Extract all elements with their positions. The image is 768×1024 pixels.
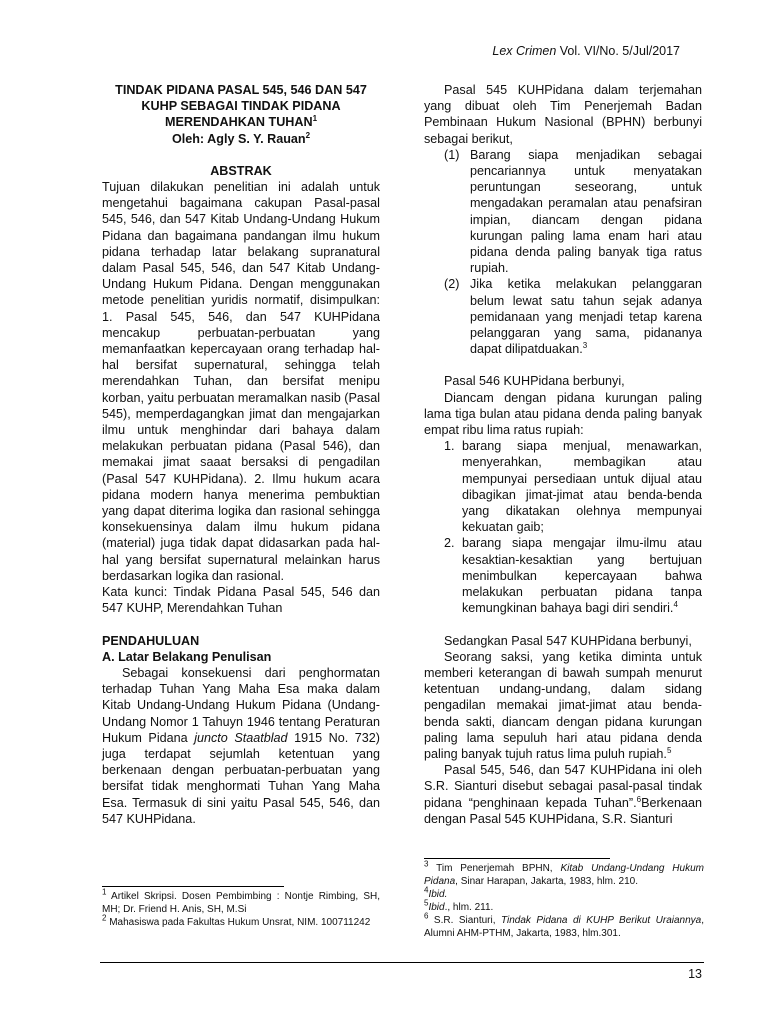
footer-divider <box>100 962 704 963</box>
intro-italic-term: juncto Staatblad <box>194 730 288 745</box>
abstract-body: Tujuan dilakukan penelitian ini adalah untuk mengetahui bagaimana cakupan Pasal-pasal 545, 546, dan 547 Kitab Undang-Undang Hukum Pidana dan bagaimana pandangan ilmu hukum pidana terhadap latar belakang supranatural dalam Pasal 545, 546, dan 547 Kitab Undang-Undang Hukum Pidana. Dengan menggunakan metode penelitian yuridis normatif, disimpulkan: 1. Pasal 545, 546, dan 547 KUHPidana mencakup perbuatan-perbuatan yang memanfaatkan kepercayaan orang terhadap hal-hal bersifat supernatural, sehingga telah merendahkan Tuhan, dan bersifat menipu korban, yaitu perbuatan meramalkan nasib (Pasal 545), memperdagangkan jimat dan mengajarkan ilmu untuk menghindar dari bahaya dalam melakukan perbuatan pidana (Pasal 546), dan memakai jimat saaat bersaksi di pengadilan (Pasal 547 KUHPidana). 2. Ilmu hukum acara pidana modern hanya menerima pembuktian yang dapat diterima logika dan rasional sehingga konsekuensinya dalam ilmu hukum pidana (material) juga tidak dapat didasarkan pada hal-hal yang bersifat supernatural melainkan harus berdasarkan logika dan rasional. <box>102 180 380 583</box>
list-item <box>424 438 702 535</box>
journal-issue: Vol. VI/No. 5/Jul/2017 <box>559 44 680 58</box>
footnote-number: 5 <box>424 898 429 908</box>
author-line: Oleh: Agly S. Y. Rauan <box>171 131 306 146</box>
section-heading-intro: PENDAHULUAN <box>102 633 200 648</box>
sianturi-text-a: Pasal 545, 546, dan 547 KUHPidana ini oleh S.R. Sianturi disebut sebagai pasal-pasal tindak pidana “penghinaan kepada Tuhan”. <box>424 763 702 810</box>
journal-name: Lex Crimen <box>492 44 557 58</box>
pasal-546-body: Diancam dengan pidana kurungan paling lama tiga bulan atau pidana denda paling banyak empat ribu lima ratus rupiah: <box>424 390 702 438</box>
footnote-text: ., hlm. 211. <box>444 902 494 913</box>
footnote-divider-right <box>424 858 610 859</box>
abstract-heading: ABSTRAK <box>210 163 272 178</box>
footnote-divider-left <box>102 886 284 887</box>
page-number: 13 <box>688 967 702 981</box>
footnote-italic: Ibid. <box>428 889 448 900</box>
subsection-heading: A. Latar Belakang Penulisan <box>102 649 272 664</box>
footnote <box>424 885 704 901</box>
footnote-number: 3 <box>424 859 429 869</box>
list-item-number: (2) <box>444 277 460 292</box>
footnote-ref: 3 <box>582 341 588 351</box>
right-column <box>424 82 702 827</box>
pasal-546-intro: Pasal 546 KUHPidana berbunyi, <box>444 374 625 389</box>
footnote-text: Tim Penerjemah BPHN, <box>428 863 561 874</box>
list-item-text: Jika ketika melakukan pelanggaran belum lewat satu tahun sejak adanya pemidanaan yang menjadi tetap karena pelanggaran yang sama, pidananya dapat dilipatduakan. <box>470 277 702 357</box>
running-header <box>492 44 680 58</box>
intro-text-a: Sebagai konsekuensi dari penghormatan terhadap Tuhan Yang Maha Esa maka dalam Kitab Undang-Undang Hukum Pidana (Undang-Undang Nomor 1 Tahuyn 1946 tentang Peraturan Hukum Pidana <box>102 665 380 745</box>
footnote-number: 1 <box>102 887 107 897</box>
footnote-italic: Tindak Pidana di KUHP Berikut Uraiannya <box>500 915 702 926</box>
footnote-ref: 4 <box>673 600 678 610</box>
footnote <box>424 859 704 888</box>
list-item <box>424 276 702 357</box>
footnote <box>102 913 380 929</box>
left-column <box>102 82 380 827</box>
footnote <box>424 898 704 914</box>
pasal-547-body <box>424 649 702 762</box>
title-line-2: KUHP SEBAGAI TINDAK PIDANA <box>141 99 341 114</box>
keywords: Kata kunci: Tindak Pidana Pasal 545, 546 dan 547 KUHP, Merendahkan Tuhan <box>102 585 380 616</box>
footnote-text: S.R. Sianturi, <box>428 915 501 926</box>
list-item-number: 1. <box>444 439 455 454</box>
footnote-ref: 6 <box>636 794 642 804</box>
footnote-number: 4 <box>424 885 429 895</box>
list-item-number: 2. <box>444 536 455 551</box>
pasal-546-list <box>424 438 702 616</box>
title-footnote-ref: 1 <box>312 114 318 124</box>
intro-text-b: 1915 No. 732) juga terdapat sejumlah ketentuan yang berkenaan dengan perbuatan-perbuatan yang bersifat tidak menghormati Tuhan Yang Maha Esa. Termasuk di sini yaitu Pasal 545, 546, dan 547 KUHPidana. <box>102 730 380 826</box>
list-item-text: Barang siapa menjadikan sebagai pencariannya untuk menyatakan peruntungan seseorang, untuk mengadakan peramalan atau penafsiran impian, diancam dengan pidana kurungan paling lama enam hari atau pidana denda paling banyak tiga ratus rupiah. <box>470 147 702 276</box>
footnote-number: 6 <box>424 911 429 921</box>
pasal-547-text: Seorang saksi, yang ketika diminta untuk memberi keterangan di bawah sumpah menurut ketentuan undang-undang, dalam sidang pengadilan memakai jimat-jimat atau benda-benda sakti, diancam dengan pidana kurungan paling lama sepuluh hari atau pidana denda paling banyak tujuh ratus lima puluh rupiah. <box>424 649 702 761</box>
footnote-ref: 5 <box>666 745 672 755</box>
pasal-545-list <box>424 147 702 358</box>
footnote-text: , Sinar Harapan, Jakarta, 1983, hlm. 210. <box>455 876 639 887</box>
sianturi-text-b: Berkenaan dengan Pasal 545 KUHPidana, S.R. Sianturi <box>424 795 702 826</box>
list-item-text: barang siapa menjual, menawarkan, menyerahkan, membagikan atau mempunyai persediaan untuk dijual atau dibagikan jimat-jimat atau benda-benda yang dikatakan olehnya mempunyai kekuatan gaib; <box>462 439 702 535</box>
pasal-547-intro: Sedangkan Pasal 547 KUHPidana berbunyi, <box>444 633 692 648</box>
author-footnote-ref: 2 <box>305 130 311 140</box>
intro-paragraph <box>102 665 380 827</box>
title-line-1: TINDAK PIDANA PASAL 545, 546 DAN 547 <box>115 83 367 97</box>
footnote-text: , Alumni AHM-PTHM, Jakarta, 1983, hlm.301. <box>424 915 705 939</box>
title-line-3: MERENDAHKAN TUHAN <box>164 115 313 130</box>
sianturi-paragraph <box>424 762 702 827</box>
pasal-545-intro: Pasal 545 KUHPidana dalam terjemahan yang dibuat oleh Tim Penerjemah Badan Pembinaan Hukum Nasional (BPHN) berbunyi sebagai berikut, <box>424 83 702 146</box>
footnotes-right <box>424 859 705 940</box>
list-item-number: (1) <box>444 147 460 162</box>
footnote-italic: Kitab Undang-Undang Hukum Pidana <box>424 863 704 887</box>
footnote-text: Artikel Skripsi. Dosen Pembimbing : Nontje Rimbing, SH, MH; Dr. Friend H. Anis, SH, M.Si <box>102 891 380 915</box>
footnote-italic: Ibid <box>428 902 445 913</box>
footnote <box>424 911 705 940</box>
list-item <box>424 535 702 616</box>
footnotes-left <box>102 887 380 929</box>
footnote <box>102 887 380 916</box>
footnote-number: 2 <box>102 913 107 923</box>
list-item-text: barang siapa mengajar ilmu-ilmu atau kesaktian-kesaktian yang bertujuan menimbulkan kepercayaan bahwa melakukan perbuatan pidana tanpa kemungkinan bahaya bagi diri sendiri. <box>462 536 702 616</box>
paper-title <box>102 82 380 147</box>
footnote-text: Mahasiswa pada Fakultas Hukum Unsrat, NIM. 100711242 <box>106 917 371 928</box>
list-item <box>424 147 702 277</box>
